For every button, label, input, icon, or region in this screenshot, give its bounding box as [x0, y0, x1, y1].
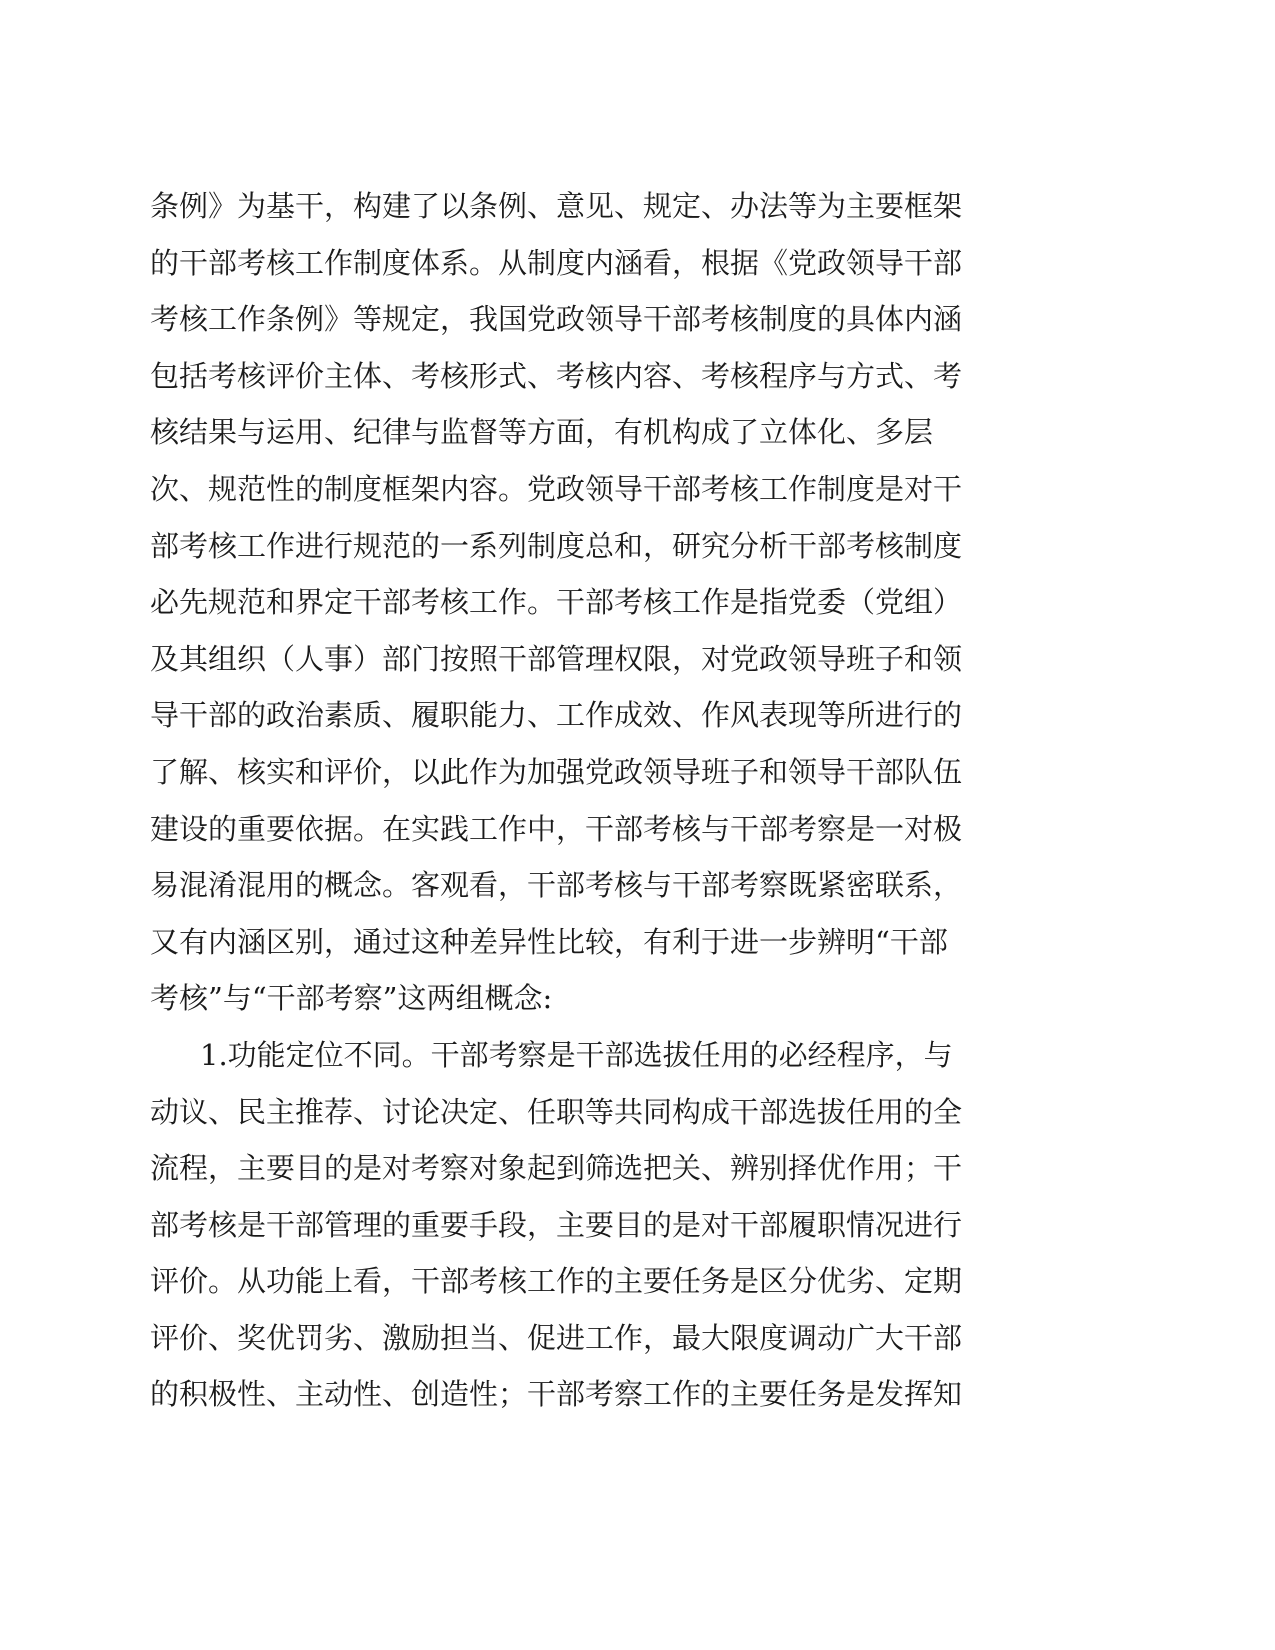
text-line: 核结果与运用、纪律与监督等方面，有机构成了立体化、多层 — [150, 415, 934, 450]
text-line: 考核工作条例》等规定，我国党政领导干部考核制度的具体内涵 — [150, 302, 963, 337]
text-line: 必先规范和界定干部考核工作。干部考核工作是指党委（党组） — [150, 585, 963, 620]
text-line: 的干部考核工作制度体系。从制度内涵看，根据《党政领导干部 — [150, 245, 963, 280]
paragraph-start-line: 1.功能定位不同。干部考察是干部选拔任用的必经程序，与 — [200, 1037, 953, 1072]
text-line: 部考核工作进行规范的一系列制度总和，研究分析干部考核制度 — [150, 528, 963, 563]
text-line: 的积极性、主动性、创造性；干部考察工作的主要任务是发挥知 — [150, 1377, 963, 1412]
text-line: 易混淆混用的概念。客观看，干部考核与干部考察既紧密联系， — [150, 868, 963, 903]
text-line: 导干部的政治素质、履职能力、工作成效、作风表现等所进行的 — [150, 698, 963, 733]
text-line: 考核”与“干部考察”这两组概念: — [150, 981, 553, 1016]
text-line: 及其组织（人事）部门按照干部管理权限，对党政领导班子和领 — [150, 641, 963, 676]
text-line: 动议、民主推荐、讨论决定、任职等共同构成干部选拔任用的全 — [150, 1094, 963, 1129]
text-line: 建设的重要依据。在实践工作中，干部考核与干部考察是一对极 — [150, 811, 963, 846]
text-line: 包括考核评价主体、考核形式、考核内容、考核程序与方式、考 — [150, 358, 963, 393]
text-line: 条例》为基干，构建了以条例、意见、规定、办法等为主要框架 — [150, 189, 963, 223]
text-line: 次、规范性的制度框架内容。党政领导干部考核工作制度是对干 — [150, 471, 963, 506]
text-line: 评价。从功能上看，干部考核工作的主要任务是区分优劣、定期 — [150, 1264, 963, 1299]
text-line: 又有内涵区别，通过这种差异性比较，有利于进一步辨明“干部 — [150, 924, 948, 959]
text-line: 了解、核实和评价，以此作为加强党政领导班子和领导干部队伍 — [150, 754, 963, 789]
text-line: 部考核是干部管理的重要手段，主要目的是对干部履职情况进行 — [150, 1207, 963, 1242]
body-text — [150, 178, 1050, 1423]
text-line: 流程，主要目的是对考察对象起到筛选把关、辨别择优作用；干 — [150, 1151, 963, 1186]
text-line: 评价、奖优罚劣、激励担当、促进工作，最大限度调动广大干部 — [150, 1320, 963, 1355]
